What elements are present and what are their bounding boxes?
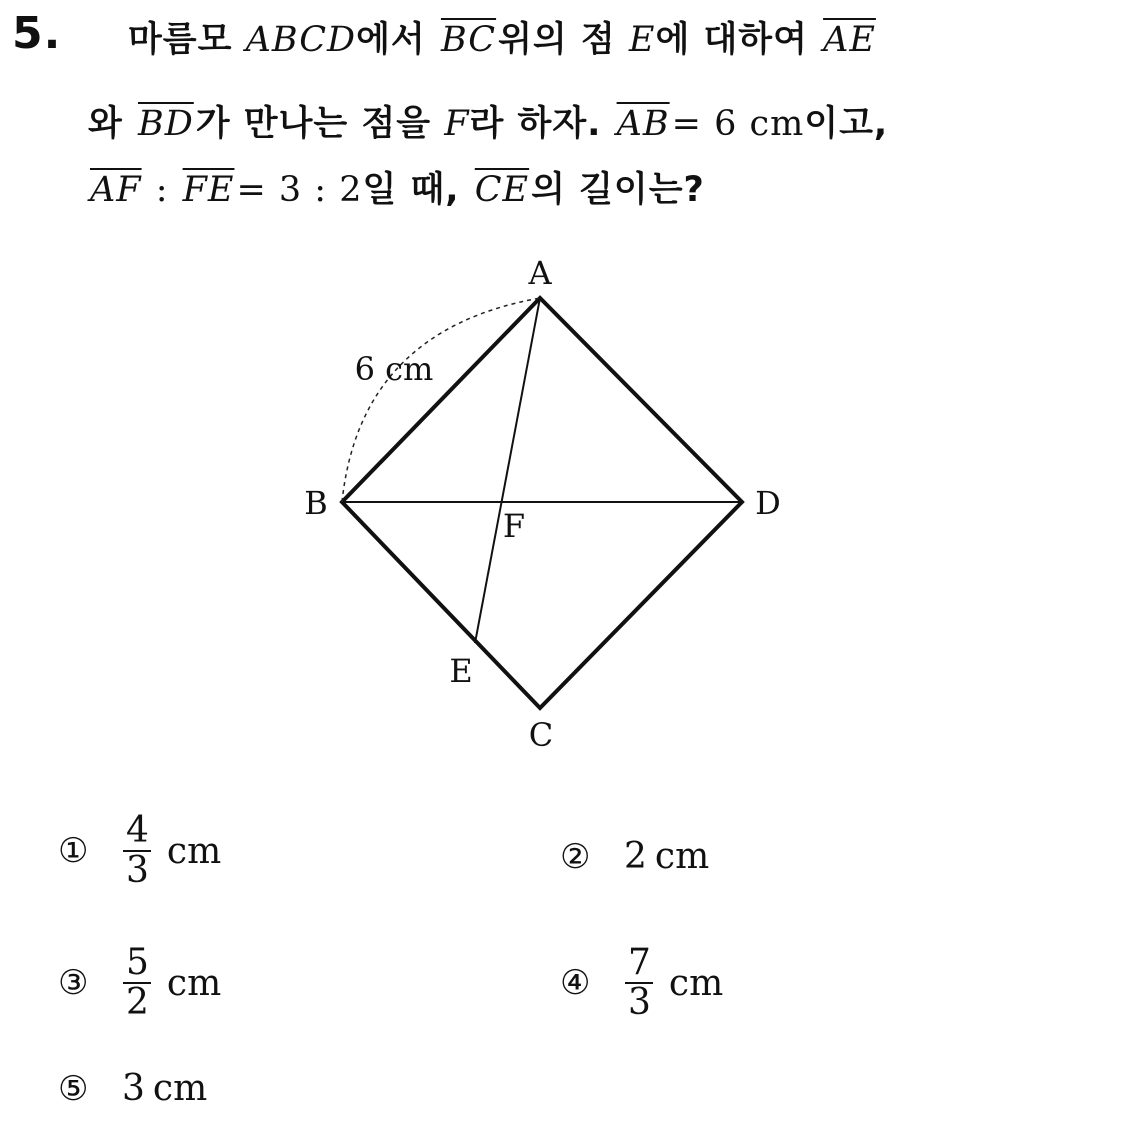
point-f: F (444, 104, 470, 144)
segment-af: $\overline{AF}$ (90, 170, 142, 210)
vertex-label-e: E (449, 652, 473, 690)
vertex-label-f: F (502, 507, 526, 545)
segment-fe: $\overline{FE}$ (182, 170, 235, 210)
vertex-label-c: C (528, 716, 554, 754)
segment-bd: $\overline{BD}$ (138, 104, 194, 144)
choice-marker: ④ (560, 963, 591, 1003)
ratio-colon: : (143, 170, 181, 210)
rhombus-name: ABCD (245, 20, 357, 60)
choice-marker: ③ (58, 963, 89, 1003)
text: 가 만나는 점을 (195, 104, 445, 144)
unit: cm (668, 962, 724, 1004)
vertex-label-d: D (755, 484, 781, 522)
fraction (122, 812, 153, 890)
unit: cm (166, 962, 222, 1004)
choice-marker: ① (58, 831, 89, 871)
point-e: E (628, 20, 656, 60)
choice-3[interactable] (58, 944, 221, 1022)
question-number: 5. (12, 8, 62, 59)
numerator: 7 (628, 942, 651, 983)
denominator: 3 (628, 982, 651, 1023)
text: 의 길이는? (531, 170, 705, 210)
denominator: 2 (126, 982, 149, 1023)
text: 위의 점 (498, 20, 629, 60)
choice-2[interactable] (560, 836, 709, 877)
denominator: 3 (126, 850, 149, 891)
ratio-value: = 3 : 2 (236, 170, 363, 210)
segment-ae: $\overline{AE}$ (823, 20, 876, 60)
choice-marker: ⑤ (58, 1068, 89, 1109)
vertex-label-a: A (528, 254, 552, 292)
text: 와 (88, 104, 136, 144)
side-length-label: 6 cm (354, 350, 434, 388)
text: 일 때, (362, 170, 473, 210)
text: 마름모 (128, 20, 246, 60)
fraction (122, 944, 153, 1022)
vertex-label-b: B (304, 484, 328, 522)
segment-ae-line (475, 298, 540, 643)
text: 에 대하여 (655, 20, 822, 60)
segment-bc: $\overline{BC}$ (440, 20, 497, 60)
choice-5[interactable] (58, 1068, 207, 1109)
choice-1[interactable] (58, 812, 221, 890)
choice-4[interactable] (560, 944, 723, 1022)
text: 에서 (356, 20, 439, 60)
choice-marker: ② (560, 836, 591, 877)
value: 3 (122, 1068, 145, 1109)
text: 이고, (804, 104, 889, 144)
unit: cm (166, 830, 222, 872)
fraction (624, 944, 655, 1022)
unit: cm (152, 1068, 208, 1109)
text: 라 하자. (469, 104, 615, 144)
unit: cm (654, 836, 710, 877)
segment-ab: $\overline{AB}$ (616, 104, 670, 144)
length-ab: = 6 cm (671, 104, 805, 144)
numerator: 4 (126, 810, 149, 851)
value: 2 (624, 836, 647, 877)
numerator: 5 (126, 942, 149, 983)
segment-ce: $\overline{CE}$ (474, 170, 530, 210)
